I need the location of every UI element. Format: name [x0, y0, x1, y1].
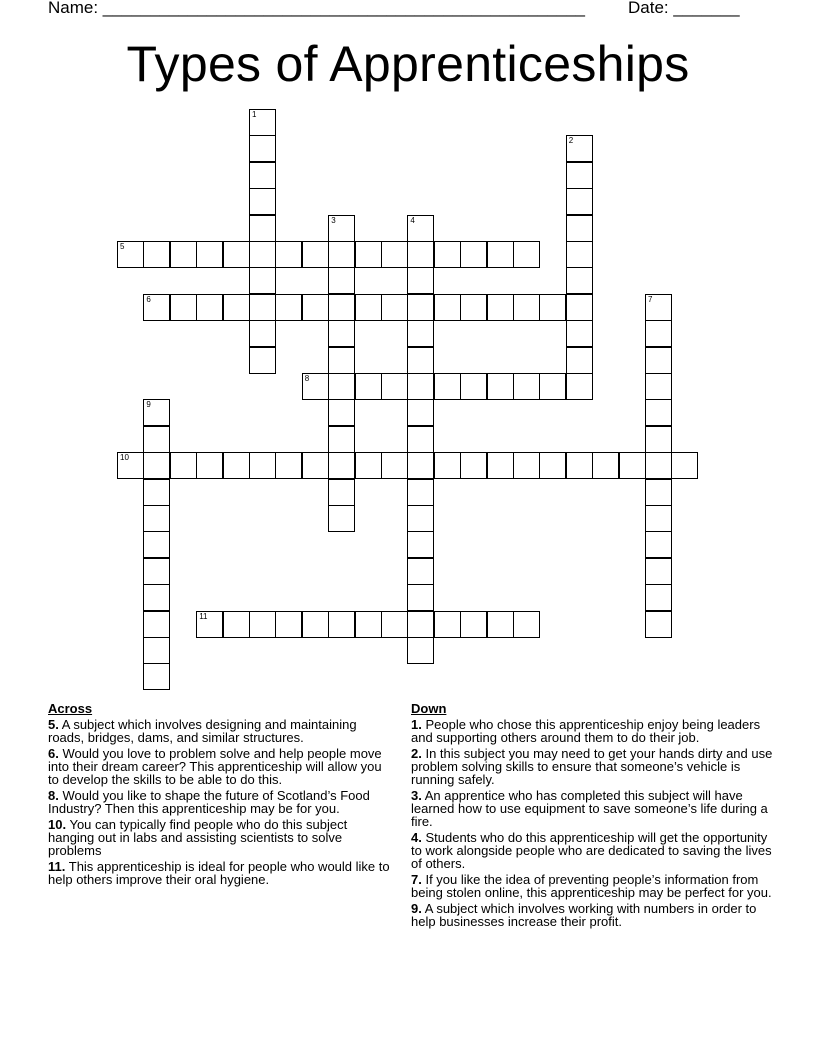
crossword-cell[interactable]: [513, 241, 540, 268]
crossword-cell[interactable]: [196, 294, 223, 321]
crossword-cell[interactable]: [117, 241, 144, 268]
crossword-cell[interactable]: [275, 452, 302, 479]
crossword-cell[interactable]: [170, 294, 197, 321]
crossword-cell[interactable]: [143, 426, 170, 453]
crossword-cell[interactable]: [566, 452, 593, 479]
crossword-cell[interactable]: [143, 558, 170, 585]
crossword-cell[interactable]: [302, 452, 329, 479]
crossword-cell[interactable]: [328, 426, 355, 453]
crossword-cell[interactable]: [407, 426, 434, 453]
crossword-cell[interactable]: [460, 611, 487, 638]
clue-number-label: 9: [146, 400, 151, 410]
crossword-cell[interactable]: [381, 373, 408, 400]
name-field[interactable]: Name: ___________________________________________________: [48, 0, 585, 17]
crossword-cell[interactable]: [302, 611, 329, 638]
clue-text: Students who do this apprenticeship will get the opportunity to work alongside people who are dedicated to saving the lives of others.: [411, 830, 772, 871]
crossword-cell[interactable]: [434, 294, 461, 321]
crossword-cell[interactable]: [143, 399, 170, 426]
crossword-cell[interactable]: [460, 452, 487, 479]
across-clue: [48, 789, 393, 815]
crossword-cell[interactable]: [355, 611, 382, 638]
crossword-cell[interactable]: [355, 373, 382, 400]
clue-number: 5.: [48, 717, 59, 732]
clue-number-label: 10: [120, 453, 129, 463]
crossword-cell[interactable]: [328, 611, 355, 638]
crossword-cell[interactable]: [249, 215, 276, 242]
crossword-cell[interactable]: [249, 135, 276, 162]
clue-number: 2.: [411, 746, 422, 761]
crossword-cell[interactable]: [513, 294, 540, 321]
crossword-cell[interactable]: [249, 267, 276, 294]
crossword-cell[interactable]: [566, 135, 593, 162]
crossword-cell[interactable]: [645, 294, 672, 321]
crossword-cell[interactable]: [249, 452, 276, 479]
down-heading: Down: [411, 701, 447, 716]
crossword-cell[interactable]: [302, 241, 329, 268]
crossword-cell[interactable]: [223, 294, 250, 321]
crossword-cell[interactable]: [328, 294, 355, 321]
crossword-cell[interactable]: [143, 479, 170, 506]
crossword-cell[interactable]: [249, 294, 276, 321]
down-clue: [411, 718, 776, 744]
crossword-cell[interactable]: [407, 531, 434, 558]
crossword-cell[interactable]: [381, 611, 408, 638]
across-clues: [48, 702, 393, 889]
crossword-cell[interactable]: [275, 294, 302, 321]
crossword-cell[interactable]: [223, 611, 250, 638]
crossword-cell[interactable]: [143, 531, 170, 558]
crossword-cell[interactable]: [328, 267, 355, 294]
crossword-cell[interactable]: [645, 531, 672, 558]
crossword-cell[interactable]: [566, 188, 593, 215]
crossword-cell[interactable]: [117, 452, 144, 479]
crossword-cell[interactable]: [302, 294, 329, 321]
crossword-cell[interactable]: [513, 373, 540, 400]
crossword-cell[interactable]: [328, 347, 355, 374]
crossword-cell[interactable]: [460, 241, 487, 268]
clue-number-label: 2: [568, 136, 574, 146]
crossword-cell[interactable]: [539, 452, 566, 479]
crossword-cell[interactable]: [249, 109, 276, 136]
crossword-cell[interactable]: [407, 505, 434, 532]
crossword-cell[interactable]: [645, 611, 672, 638]
crossword-cell[interactable]: [355, 294, 382, 321]
crossword-cell[interactable]: [566, 294, 593, 321]
crossword-cell[interactable]: [275, 241, 302, 268]
crossword-cell[interactable]: [407, 267, 434, 294]
crossword-cell[interactable]: [645, 399, 672, 426]
down-clue: [411, 873, 776, 899]
crossword-cell[interactable]: [328, 505, 355, 532]
clue-number-label: 7: [648, 294, 653, 304]
clue-text: A subject which involves working with numbers in order to help businesses increase their profit.: [411, 901, 757, 929]
clue-number-label: 1: [252, 110, 257, 119]
clue-text: An apprentice who has completed this subject will have learned how to use equipment to save someone’s life during a fire.: [411, 788, 768, 829]
crossword-cell[interactable]: [539, 294, 566, 321]
crossword-cell[interactable]: [249, 188, 276, 215]
crossword-cell[interactable]: [223, 452, 250, 479]
crossword-cell[interactable]: [249, 241, 276, 268]
crossword-cell[interactable]: [381, 452, 408, 479]
crossword-cell[interactable]: [170, 241, 197, 268]
crossword-cell[interactable]: [407, 320, 434, 347]
crossword-cell[interactable]: [513, 452, 540, 479]
crossword-cell[interactable]: [407, 479, 434, 506]
across-clue: [48, 818, 393, 857]
clue-text: A subject which involves designing and maintaining roads, bridges, dams, and similar structures.: [48, 717, 357, 745]
down-clues: [411, 702, 776, 931]
across-heading: Across: [48, 701, 93, 716]
crossword-cell[interactable]: [328, 452, 355, 479]
crossword-cell[interactable]: [645, 479, 672, 506]
crossword-cell[interactable]: [619, 452, 646, 479]
clue-number-label: 4: [410, 215, 415, 225]
clue-number: 7.: [411, 872, 422, 887]
clue-number: 11.: [48, 859, 66, 874]
down-clue: [411, 789, 776, 828]
crossword-cell[interactable]: [487, 452, 514, 479]
clue-number: 1.: [411, 717, 422, 732]
crossword-cell[interactable]: [645, 347, 672, 374]
clue-number-label: 6: [146, 294, 151, 304]
down-clue: [411, 831, 776, 870]
clue-number: 3.: [411, 788, 422, 803]
crossword-cell[interactable]: [196, 611, 223, 638]
crossword-cell[interactable]: [566, 241, 593, 268]
crossword-cell[interactable]: [645, 505, 672, 532]
date-field[interactable]: Date: _______: [628, 0, 740, 17]
clue-number-label: 11: [199, 611, 208, 621]
crossword-cell[interactable]: [407, 584, 434, 611]
crossword-cell[interactable]: [434, 452, 461, 479]
crossword-cell[interactable]: [170, 452, 197, 479]
crossword-cell[interactable]: [645, 373, 672, 400]
crossword-cell[interactable]: [434, 241, 461, 268]
crossword-cell[interactable]: [671, 452, 698, 479]
crossword-cell[interactable]: [566, 320, 593, 347]
crossword-cell[interactable]: [566, 215, 593, 242]
crossword-cell[interactable]: [249, 162, 276, 189]
clue-text: Would you love to problem solve and help people move into their dream career? This apprenticeship will allow you to develop the skills to be able to do this.: [48, 746, 382, 787]
crossword-cell[interactable]: [645, 584, 672, 611]
crossword-cell[interactable]: [487, 611, 514, 638]
crossword-cell[interactable]: [407, 452, 434, 479]
clue-number-label: 5: [120, 242, 125, 251]
crossword-cell[interactable]: [407, 215, 434, 242]
crossword-cell[interactable]: [328, 320, 355, 347]
clue-text: You can typically find people who do this subject hanging out in labs and assisting scientists to solve problems: [48, 817, 348, 858]
crossword-cell[interactable]: [487, 241, 514, 268]
crossword-cell[interactable]: [302, 373, 329, 400]
crossword-cell[interactable]: [328, 373, 355, 400]
crossword-cell[interactable]: [407, 399, 434, 426]
page-title: Types of Apprenticeships: [126, 36, 690, 92]
crossword-cell[interactable]: [566, 347, 593, 374]
crossword-cell[interactable]: [249, 347, 276, 374]
crossword-cell[interactable]: [407, 558, 434, 585]
clue-text: If you like the idea of preventing people’s information from being stolen online, this apprenticeship may be perfect for you.: [411, 872, 772, 900]
crossword-cell[interactable]: [566, 162, 593, 189]
clue-text: In this subject you may need to get your hands dirty and use problem solving skills to ensure that someone’s vehicle is running safely.: [411, 746, 773, 787]
crossword-cell[interactable]: [143, 505, 170, 532]
crossword-cell[interactable]: [407, 241, 434, 268]
crossword-cell[interactable]: [355, 241, 382, 268]
crossword-cell[interactable]: [645, 320, 672, 347]
crossword-cell[interactable]: [407, 347, 434, 374]
crossword-cell[interactable]: [143, 241, 170, 268]
clue-number: 8.: [48, 788, 59, 803]
crossword-cell[interactable]: [143, 452, 170, 479]
crossword-cell[interactable]: [196, 241, 223, 268]
crossword-cell[interactable]: [381, 241, 408, 268]
crossword-cell[interactable]: [407, 637, 434, 664]
crossword-cell[interactable]: [328, 241, 355, 268]
crossword-cell[interactable]: [328, 479, 355, 506]
clue-number-label: 3: [331, 215, 336, 225]
crossword-cell[interactable]: [328, 215, 355, 242]
crossword-cell[interactable]: [434, 373, 461, 400]
crossword-cell[interactable]: [434, 611, 461, 638]
crossword-cell[interactable]: [407, 294, 434, 321]
crossword-cell[interactable]: [407, 373, 434, 400]
crossword-cell[interactable]: [223, 241, 250, 268]
crossword-cell[interactable]: [143, 294, 170, 321]
crossword-cell[interactable]: [645, 452, 672, 479]
crossword-cell[interactable]: [645, 426, 672, 453]
crossword-cell[interactable]: [487, 294, 514, 321]
clue-text: Would you like to shape the future of Scotland’s Food Industry? Then this apprenticeship may be for you.: [48, 788, 370, 816]
clue-text: People who chose this apprenticeship enjoy being leaders and supporting others around them to do their job.: [411, 717, 761, 745]
clue-number: 10.: [48, 817, 67, 832]
crossword-cell[interactable]: [539, 373, 566, 400]
crossword-cell[interactable]: [143, 637, 170, 664]
crossword-cell[interactable]: [249, 611, 276, 638]
crossword-cell[interactable]: [487, 373, 514, 400]
crossword-cell[interactable]: [460, 294, 487, 321]
clue-number: 9.: [411, 901, 422, 916]
across-clue: [48, 747, 393, 786]
crossword-cell[interactable]: [275, 611, 302, 638]
clue-number: 6.: [48, 746, 59, 761]
crossword-cell[interactable]: [355, 452, 382, 479]
clue-text: This apprenticeship is ideal for people who would like to help others improve their oral hygiene.: [48, 859, 390, 887]
crossword-cell[interactable]: [328, 399, 355, 426]
crossword-cell[interactable]: [592, 452, 619, 479]
across-clue: [48, 860, 393, 886]
clue-number: 4.: [411, 830, 422, 845]
crossword-cell[interactable]: [381, 294, 408, 321]
crossword-cell[interactable]: [143, 611, 170, 638]
crossword-cell[interactable]: [143, 663, 170, 690]
across-clue: [48, 718, 393, 744]
crossword-cell[interactable]: [645, 558, 672, 585]
clue-number-label: 8: [304, 374, 310, 383]
crossword-cell[interactable]: [566, 373, 593, 400]
crossword-cell[interactable]: [566, 267, 593, 294]
crossword-cell[interactable]: [143, 584, 170, 611]
crossword-cell[interactable]: [249, 320, 276, 347]
down-clue: [411, 902, 776, 928]
crossword-cell[interactable]: [513, 611, 540, 638]
crossword-cell[interactable]: [196, 452, 223, 479]
crossword-cell[interactable]: [460, 373, 487, 400]
down-clue: [411, 747, 776, 786]
crossword-cell[interactable]: [407, 611, 434, 638]
